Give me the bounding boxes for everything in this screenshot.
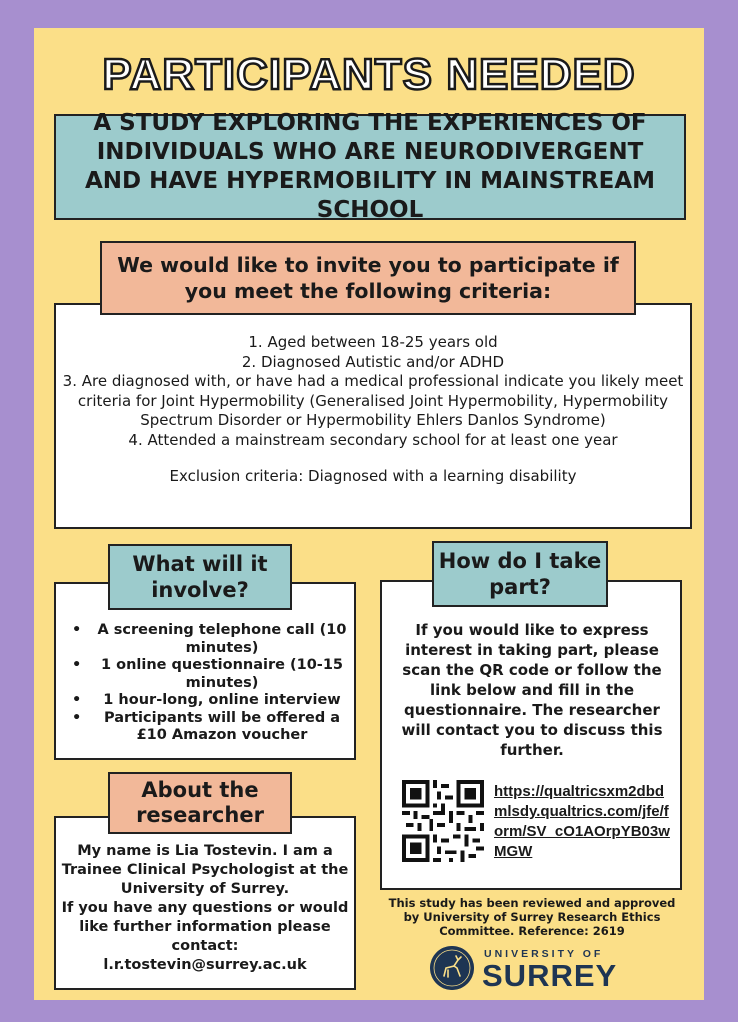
- logo-small-text: UNIVERSITY OF: [484, 948, 604, 960]
- list-item: • 1 online questionnaire (10-15 minutes): [62, 657, 348, 692]
- ethics-statement: This study has been reviewed and approved by University of Surrey Research Ethics Committee. Reference: 2619: [388, 896, 676, 938]
- university-logo: [430, 946, 700, 992]
- criteria-item: 3. Are diagnosed with, or have had a medical professional indicate you likely meet criteria for Joint Hypermobility (Generalised Joint Hypermobility, Hypermobility Spectrum Disorder or Hypermobility Ehlers Danlos Syndrome): [62, 372, 684, 429]
- take-part-panel: [380, 580, 682, 890]
- criteria-item: 1. Aged between 18-25 years old: [248, 333, 498, 351]
- about-contact-text: If you have any questions or would like further information please contact:: [61, 900, 349, 954]
- about-panel: [54, 816, 356, 990]
- list-item: • A screening telephone call (10 minutes): [62, 622, 348, 657]
- involve-list: [62, 622, 348, 745]
- involve-heading: What will it involve?: [108, 544, 292, 610]
- qr-code-icon[interactable]: [402, 780, 484, 862]
- page-title: PARTICIPANTS NEEDED: [102, 50, 636, 99]
- contact-email[interactable]: l.r.tostevin@surrey.ac.uk: [103, 957, 307, 973]
- exclusion-criteria: Exclusion criteria: Diagnosed with a learning disability: [169, 467, 577, 485]
- study-subtitle: A STUDY EXPLORING THE EXPERIENCES OF INDIVIDUALS WHO ARE NEURODIVERGENT AND HAVE HYPERMOBILITY IN MAINSTREAM SCHOOL: [54, 114, 686, 220]
- list-item: • 1 hour-long, online interview: [62, 692, 348, 710]
- criteria-item: 2. Diagnosed Autistic and/or ADHD: [241, 352, 505, 371]
- take-part-text: If you would like to express interest in taking part, please scan the QR code or follow the link below and fill in the questionnaire. The researcher will contact you to discuss this further.: [401, 621, 663, 759]
- criteria-heading: We would like to invite you to participate if you meet the following criteria:: [100, 241, 636, 315]
- stag-seal-icon: [430, 946, 474, 990]
- about-intro: My name is Lia Tostevin. I am a Trainee Clinical Psychologist at the University of Surrey.: [61, 843, 349, 897]
- criteria-item: 4. Attended a mainstream secondary school for at least one year: [128, 430, 618, 449]
- survey-link[interactable]: https://qualtricsxm2dbdmlsdy.qualtrics.com/jfe/form/SV_cO1AOrpYB03wMGW: [494, 783, 670, 860]
- logo-large-text: SURREY: [482, 958, 618, 993]
- about-heading: About the researcher: [108, 772, 292, 834]
- take-part-heading: How do I take part?: [432, 541, 608, 607]
- poster: [34, 28, 704, 1000]
- criteria-panel: [54, 303, 692, 529]
- list-item: • Participants will be offered a £10 Amazon voucher: [62, 710, 348, 745]
